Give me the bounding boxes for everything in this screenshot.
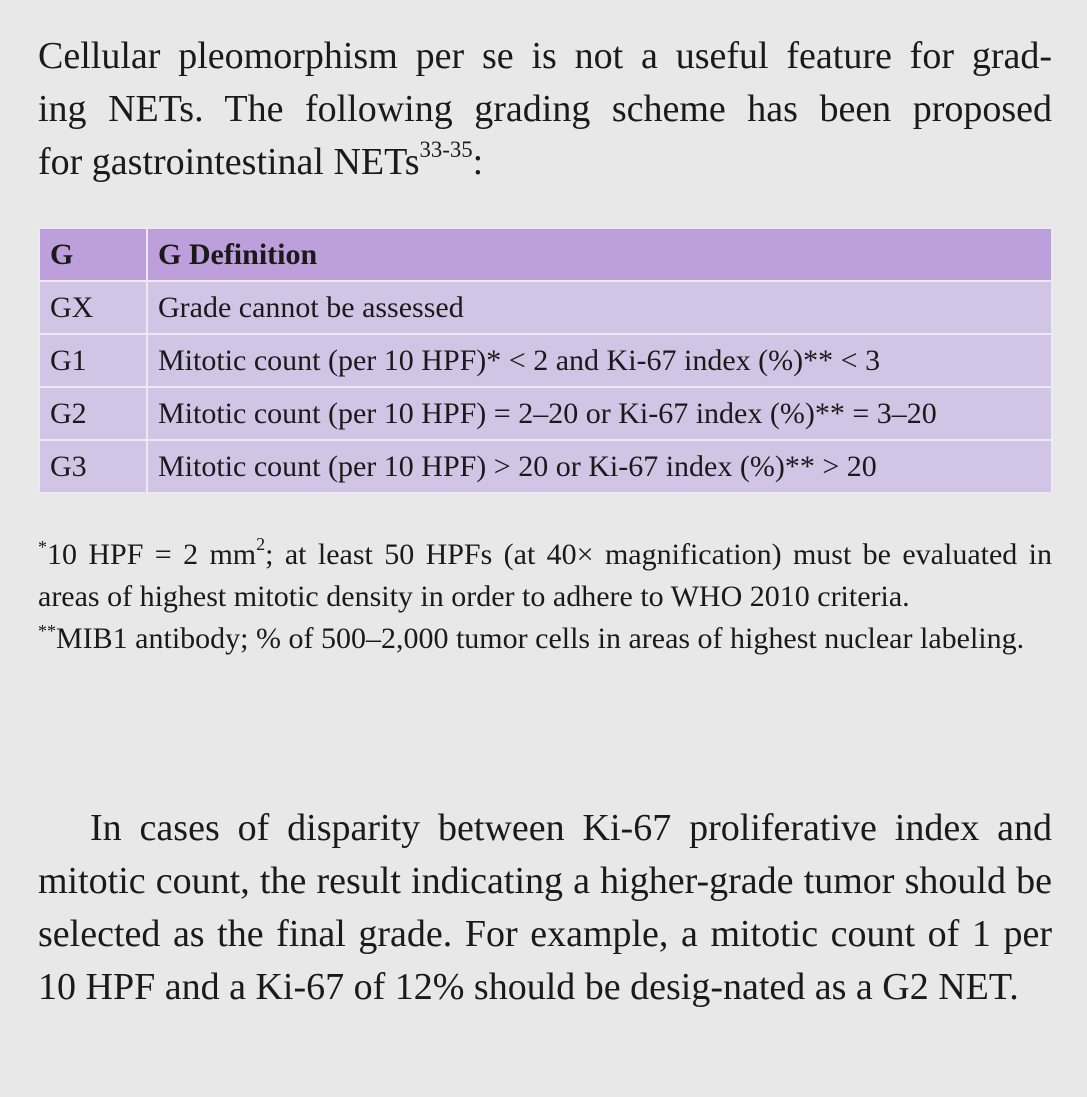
header-definition: G Definition bbox=[147, 228, 1052, 281]
footnote-1-mark: * bbox=[38, 537, 47, 557]
footnote-1-text-a: 10 HPF = 2 mm bbox=[47, 538, 257, 571]
intro-line-3 bbox=[38, 136, 1052, 189]
definition-cell: Mitotic count (per 10 HPF) > 20 or Ki-67 index (%)** > 20 bbox=[147, 440, 1052, 493]
intro-line-3-end: : bbox=[472, 141, 484, 183]
grade-cell: G2 bbox=[39, 387, 147, 440]
intro-line-1: Cellular pleomorphism per se is not a useful feature for grad- bbox=[38, 35, 1052, 77]
header-grade: G bbox=[39, 228, 147, 281]
intro-paragraph bbox=[38, 30, 1052, 189]
grade-cell: G1 bbox=[39, 334, 147, 387]
table-footnotes bbox=[38, 534, 1052, 660]
grade-cell: GX bbox=[39, 281, 147, 334]
footnote-2-text: MIB1 antibody; % of 500–2,000 tumor cells in areas of highest nuclear labeling. bbox=[56, 622, 1025, 655]
citation-superscript: 33-35 bbox=[419, 136, 473, 162]
footnote-1 bbox=[38, 534, 1052, 618]
table-row bbox=[39, 440, 1052, 493]
footnote-1-text-b: ; at least 50 HPFs (at 40× magnification) must be evaluated in areas of highest mitotic density in order to adhere to WHO 2010 criteria. bbox=[38, 538, 1052, 613]
intro-line-3-text: for gastrointestinal NETs bbox=[38, 141, 420, 183]
grading-table bbox=[38, 227, 1053, 494]
definition-cell: Mitotic count (per 10 HPF) = 2–20 or Ki-67 index (%)** = 3–20 bbox=[147, 387, 1052, 440]
grade-cell: G3 bbox=[39, 440, 147, 493]
table-row bbox=[39, 387, 1052, 440]
footnote-2 bbox=[38, 618, 1052, 660]
intro-line-2: ing NETs. The following grading scheme has been proposed bbox=[38, 88, 1052, 130]
table-row bbox=[39, 281, 1052, 334]
table-row bbox=[39, 334, 1052, 387]
footnote-2-mark: ** bbox=[38, 621, 56, 641]
body-paragraph: In cases of disparity between Ki-67 proliferative index and mitotic count, the result indicating a higher-grade tumor should be selected as the final grade. For example, a mitotic count of 1 per 10 HPF and a Ki-67 of 12% should be desig-nated as a G2 NET. bbox=[38, 807, 1052, 1008]
footnote-1-superscript: 2 bbox=[256, 534, 266, 555]
table-header-row bbox=[39, 228, 1052, 281]
definition-cell: Grade cannot be assessed bbox=[147, 281, 1052, 334]
definition-cell: Mitotic count (per 10 HPF)* < 2 and Ki-67 index (%)** < 3 bbox=[147, 334, 1052, 387]
